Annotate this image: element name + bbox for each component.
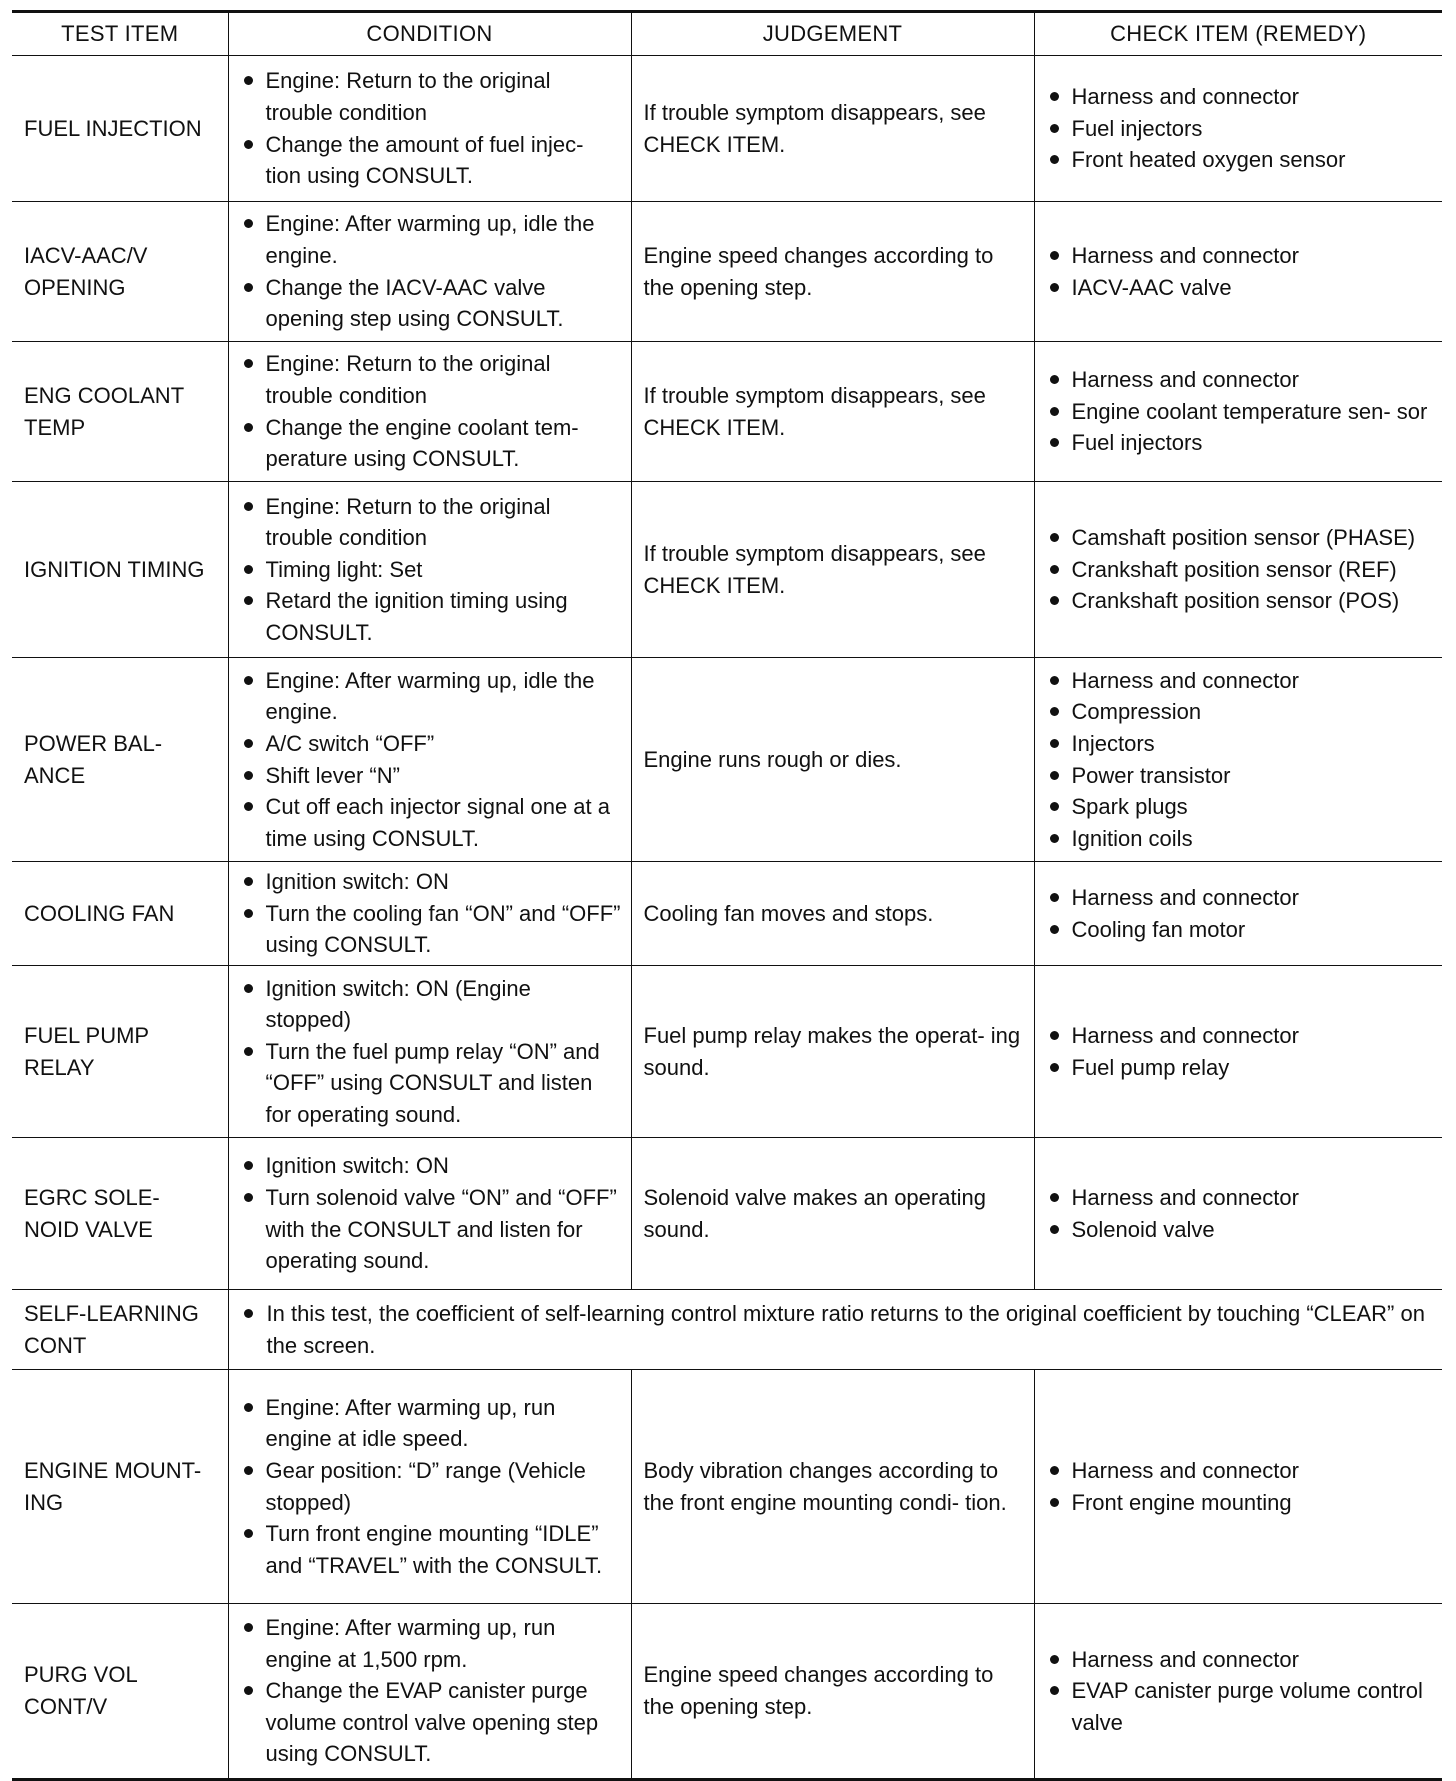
judgement-cell [631,1604,1034,1780]
condition-bullet: Change the amount of fuel injec- tion using CONSULT. [241,129,621,192]
condition-list [241,665,621,855]
table-row [12,1604,1442,1780]
check-item-cell [1034,1138,1442,1290]
test-item-label: FUEL INJECTION [24,115,202,141]
header-row [12,12,1442,56]
check-item-cell [1034,1604,1442,1780]
check-item-bullet: Harness and connector [1047,1020,1433,1052]
condition-cell [228,1370,631,1604]
condition-bullet: Change the EVAP canister purge volume control valve opening step using CONSULT. [241,1675,621,1770]
header-check-item: CHECK ITEM (REMEDY) [1034,12,1442,56]
condition-bullet: Engine: After warming up, idle the engine. [241,665,621,728]
test-item-cell [12,1604,228,1780]
check-item-list [1047,1020,1433,1083]
check-item-bullet: Front heated oxygen sensor [1047,144,1433,176]
check-item-cell [1034,966,1442,1138]
table-row [12,862,1442,966]
test-item-cell [12,658,228,862]
check-item-list [1047,522,1433,617]
condition-list [241,348,621,474]
check-item-bullet: Solenoid valve [1047,1214,1433,1246]
condition-cell [228,1604,631,1780]
condition-bullet: Turn the fuel pump relay “ON” and “OFF” using CONSULT and listen for operating sound. [241,1036,621,1131]
check-item-bullet: Compression [1047,696,1433,728]
test-item-cell [12,482,228,658]
test-item-cell [12,56,228,202]
judgement-text: Fuel pump relay makes the operat- ing sound. [643,1022,1021,1080]
condition-bullet: A/C switch “OFF” [241,728,621,760]
test-item-label: ENG COOLANT [24,382,185,408]
judgement-cell [631,1370,1034,1604]
check-item-bullet: Harness and connector [1047,1455,1433,1487]
check-item-bullet: Harness and connector [1047,364,1433,396]
condition-cell [228,658,631,862]
condition-cell [228,862,631,966]
judgement-text: If trouble symptom disappears, see CHECK ITEM. [643,382,986,440]
check-item-bullet: Front engine mounting [1047,1487,1433,1519]
check-item-cell [1034,482,1442,658]
judgement-cell [631,1138,1034,1290]
condition-bullet: Turn the cooling fan “ON” and “OFF” using CONSULT. [241,898,621,961]
condition-bullet: Change the IACV-AAC valve opening step using CONSULT. [241,272,621,335]
condition-list [241,1298,1433,1361]
table-row [12,658,1442,862]
test-item-label: IACV-AAC/V [24,242,148,268]
check-item-bullet: EVAP canister purge volume control valve [1047,1675,1433,1738]
test-item-label: IGNITION TIMING [24,556,205,582]
test-item-cell [12,1138,228,1290]
check-item-list [1047,81,1433,176]
header-test-item: TEST ITEM [12,12,228,56]
condition-bullet: Engine: After warming up, run engine at idle speed. [241,1392,621,1455]
condition-list [241,208,621,334]
condition-bullet: Turn solenoid valve “ON” and “OFF” with the CONSULT and listen for operating sound. [241,1182,621,1277]
condition-bullet: Timing light: Set [241,554,621,586]
check-item-bullet: Fuel injectors [1047,113,1433,145]
check-item-bullet: Cooling fan motor [1047,914,1433,946]
condition-list [241,1392,621,1582]
judgement-cell [631,342,1034,482]
test-item-cell [12,862,228,966]
judgement-text: Engine speed changes according to the opening step. [643,1662,994,1719]
table-row [12,1290,1442,1370]
check-item-list [1047,665,1433,855]
table-row [12,482,1442,658]
test-item-label: NOID VALVE [24,1216,153,1242]
test-item-cell [12,1370,228,1604]
check-item-list [1047,1644,1433,1739]
check-item-bullet: Injectors [1047,728,1433,760]
test-item-label: RELAY [24,1054,95,1080]
condition-list [241,866,621,961]
test-item-cell [12,342,228,482]
check-item-list [1047,1182,1433,1245]
test-item-label: ENGINE MOUNT- [24,1457,202,1483]
check-item-bullet: Fuel injectors [1047,427,1433,459]
judgement-cell [631,56,1034,202]
table-row [12,966,1442,1138]
condition-cell [228,1290,1442,1370]
check-item-bullet: Engine coolant temperature sen- sor [1047,396,1433,428]
condition-cell [228,1138,631,1290]
condition-bullet: Shift lever “N” [241,760,621,792]
condition-bullet: Ignition switch: ON (Engine stopped) [241,973,621,1036]
judgement-cell [631,658,1034,862]
condition-list [241,65,621,191]
condition-cell [228,482,631,658]
check-item-bullet: Harness and connector [1047,882,1433,914]
table-row [12,202,1442,342]
table-row [12,1138,1442,1290]
active-test-table [12,10,1442,1781]
test-item-label: CONT/V [24,1694,108,1719]
condition-bullet: Engine: Return to the original trouble condition [241,491,621,554]
condition-bullet: Engine: After warming up, idle the engine. [241,208,621,271]
judgement-text: Engine speed changes according to the opening step. [643,242,994,300]
test-item-label: POWER BAL- [24,730,163,756]
condition-bullet: Gear position: “D” range (Vehicle stopped) [241,1455,621,1518]
check-item-cell [1034,56,1442,202]
check-item-cell [1034,202,1442,342]
condition-list [241,1150,621,1276]
check-item-bullet: Camshaft position sensor (PHASE) [1047,522,1433,554]
condition-cell [228,56,631,202]
judgement-cell [631,202,1034,342]
check-item-bullet: Harness and connector [1047,1182,1433,1214]
check-item-cell [1034,1370,1442,1604]
condition-bullet: Engine: Return to the original trouble condition [241,65,621,128]
test-item-label: EGRC SOLE- [24,1184,160,1210]
condition-cell [228,342,631,482]
check-item-bullet: Harness and connector [1047,81,1433,113]
check-item-bullet: Harness and connector [1047,240,1433,272]
condition-bullet: Retard the ignition timing using CONSULT. [241,585,621,648]
test-item-cell [12,202,228,342]
judgement-text: If trouble symptom disappears, see CHECK ITEM. [643,99,986,157]
header-condition: CONDITION [228,12,631,56]
test-item-label: CONT [24,1332,87,1358]
condition-list [241,1612,621,1770]
test-item-label: SELF-LEARNING [24,1300,199,1326]
condition-bullet: Ignition switch: ON [241,866,621,898]
test-item-label: PURG VOL [24,1662,138,1688]
condition-cell [228,966,631,1138]
check-item-bullet: Fuel pump relay [1047,1052,1433,1084]
judgement-cell [631,482,1034,658]
condition-bullet: Change the engine coolant tem- perature using CONSULT. [241,412,621,475]
condition-bullet: Ignition switch: ON [241,1150,621,1182]
judgement-text: If trouble symptom disappears, see CHECK ITEM. [643,540,986,598]
check-item-bullet: Crankshaft position sensor (REF) [1047,554,1433,586]
check-item-bullet: Ignition coils [1047,823,1433,855]
test-item-label: FUEL PUMP [24,1022,150,1048]
check-item-list [1047,882,1433,945]
condition-bullet: In this test, the coefficient of self-learning control mixture ratio returns to the original coefficient by touching “CLEAR” on the screen. [241,1298,1433,1361]
judgement-cell [631,966,1034,1138]
check-item-list [1047,364,1433,459]
test-item-cell [12,1290,228,1370]
condition-bullet: Engine: Return to the original trouble condition [241,348,621,411]
check-item-cell [1034,658,1442,862]
check-item-list [1047,1455,1433,1518]
judgement-text: Cooling fan moves and stops. [643,900,934,926]
test-item-label: ANCE [24,762,86,788]
judgement-text: Body vibration changes according to the front engine mounting condi- tion. [643,1457,1007,1515]
condition-list [241,491,621,649]
check-item-bullet: Harness and connector [1047,665,1433,697]
judgement-cell [631,862,1034,966]
check-item-bullet: Harness and connector [1047,1644,1433,1676]
judgement-text: Solenoid valve makes an operating sound. [643,1184,986,1242]
table-row [12,1370,1442,1604]
check-item-cell [1034,342,1442,482]
judgement-text: Engine runs rough or dies. [643,746,902,772]
header-judgement: JUDGEMENT [631,12,1034,56]
check-item-bullet: Crankshaft position sensor (POS) [1047,585,1433,617]
table-row [12,342,1442,482]
check-item-bullet: IACV-AAC valve [1047,272,1433,304]
table-row [12,56,1442,202]
check-item-cell [1034,862,1442,966]
test-item-label: COOLING FAN [24,900,175,926]
test-item-label: TEMP [24,414,86,440]
condition-bullet: Engine: After warming up, run engine at 1,500 rpm. [241,1612,621,1675]
condition-bullet: Turn front engine mounting “IDLE” and “TRAVEL” with the CONSULT. [241,1518,621,1581]
check-item-bullet: Power transistor [1047,760,1433,792]
test-item-cell [12,966,228,1138]
condition-list [241,973,621,1131]
check-item-bullet: Spark plugs [1047,791,1433,823]
test-item-label: OPENING [24,274,126,300]
check-item-list [1047,240,1433,303]
test-item-label: ING [24,1489,64,1515]
condition-bullet: Cut off each injector signal one at a time using CONSULT. [241,791,621,854]
table-body [12,56,1442,1780]
condition-cell [228,202,631,342]
